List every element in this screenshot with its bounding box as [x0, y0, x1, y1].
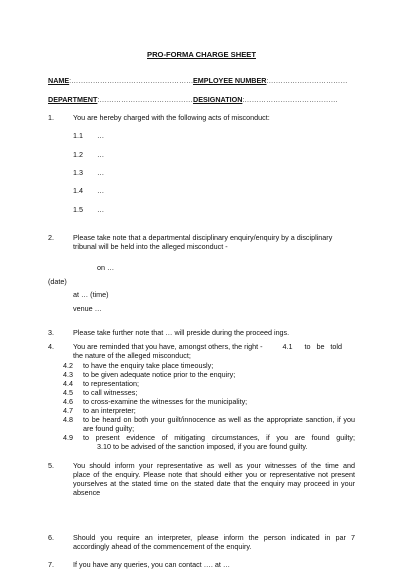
section-4-number: 4. — [48, 342, 54, 351]
employee-number-dots: :…………………………… — [266, 76, 348, 85]
section-2-line: tribunal will be held into the alleged misconduct - — [73, 242, 228, 251]
charge-item-value: … — [97, 131, 105, 140]
employee-number-field — [193, 76, 348, 85]
enquiry-venue: venue … — [73, 304, 102, 313]
section-3-number: 3. — [48, 328, 54, 337]
right-item-number: 4.4 — [63, 379, 73, 388]
section-2-line: Please take note that a departmental disciplinary enquiry/enquiry by a disciplinary — [73, 233, 333, 242]
enquiry-at-time: at … (time) — [73, 290, 109, 299]
employee-number-label: EMPLOYEE NUMBER — [193, 76, 267, 85]
section-6-line: accordingly ahead of the commencement of the enquiry. — [73, 542, 252, 551]
charge-item-number: 1.5 — [73, 205, 83, 214]
section-5-line: You should inform your representative as well as your witnesses of the time and — [73, 461, 355, 470]
enquiry-date-label: (date) — [48, 277, 67, 286]
right-item-text: to call witnesses; — [83, 388, 138, 397]
charge-item-value: … — [97, 186, 105, 195]
charge-item-value: … — [97, 205, 105, 214]
charge-item-value: … — [97, 150, 105, 159]
charge-item-number: 1.4 — [73, 186, 83, 195]
right-item-number: 4.5 — [63, 388, 73, 397]
name-dots: :…………………………………………… — [69, 76, 194, 85]
designation-field — [193, 95, 338, 104]
department-field — [48, 95, 193, 104]
designation-dots: :………………………………… — [242, 95, 338, 104]
right-item-text: to cross-examine the witnesses for the municipality; — [83, 397, 248, 406]
right-item-text-cont: are found guilty; — [83, 424, 135, 433]
page-title: PRO-FORMA CHARGE SHEET — [147, 50, 256, 59]
designation-label: DESIGNATION — [193, 95, 243, 104]
right-item-text: to be given adequate notice prior to the enquiry; — [83, 370, 236, 379]
section-4-line: the nature of the alleged misconduct; — [73, 351, 191, 360]
name-label: NAME — [48, 76, 70, 85]
charge-item-value: … — [97, 168, 105, 177]
department-label: DEPARTMENT — [48, 95, 98, 104]
right-item-text: to be heard on both your guilt/innocence as well as the appropriate sanction, if you — [83, 415, 355, 424]
section-1-text: You are hereby charged with the following acts of misconduct: — [73, 113, 270, 122]
right-item-number: 4.6 — [63, 397, 73, 406]
section-7-number: 7. — [48, 560, 54, 569]
section-1-number: 1. — [48, 113, 54, 122]
right-item-text: to an interpreter; — [83, 406, 136, 415]
enquiry-on: on … — [97, 263, 115, 272]
section-3-text: Please take further note that … will preside during the proceed ings. — [73, 328, 290, 337]
section-4-line: You are reminded that you have, amongst others, the right - 4.1 to be told — [73, 342, 343, 351]
section-5-number: 5. — [48, 461, 54, 470]
department-dots: :………………………………… — [97, 95, 193, 104]
section-6-line: Should you require an interpreter, please inform the person indicated in par 7 — [73, 533, 355, 542]
right-item-text: to present evidence of mitigating circumstances, if you are found guilty; — [83, 433, 355, 442]
name-field — [48, 76, 193, 85]
section-5-line: yourselves at the stated time on the stated date that the enquiry may proceed in your — [73, 479, 355, 488]
section-5-line: place of the enquiry. Please note that should either you or representative not present — [73, 470, 355, 479]
right-item-number: 4.8 — [63, 415, 73, 424]
right-item-text: to have the enquiry take place timeously; — [83, 361, 214, 370]
charge-item-number: 1.1 — [73, 131, 83, 140]
right-item-number: 4.7 — [63, 406, 73, 415]
section-7-text: If you have any queries, you can contact …. at … — [73, 560, 231, 569]
section-2-number: 2. — [48, 233, 54, 242]
right-item-number: 4.9 — [63, 433, 73, 442]
charge-item-number: 1.2 — [73, 150, 83, 159]
right-item-text: to representation; — [83, 379, 139, 388]
right-item-number: 4.3 — [63, 370, 73, 379]
charge-item-number: 1.3 — [73, 168, 83, 177]
section-5-line: absence — [73, 488, 101, 497]
right-item-number: 4.2 — [63, 361, 73, 370]
right-item-text-cont: 3.10 to be advised of the sanction imposed, if you are found guilty. — [97, 442, 308, 451]
section-6-number: 6. — [48, 533, 54, 542]
